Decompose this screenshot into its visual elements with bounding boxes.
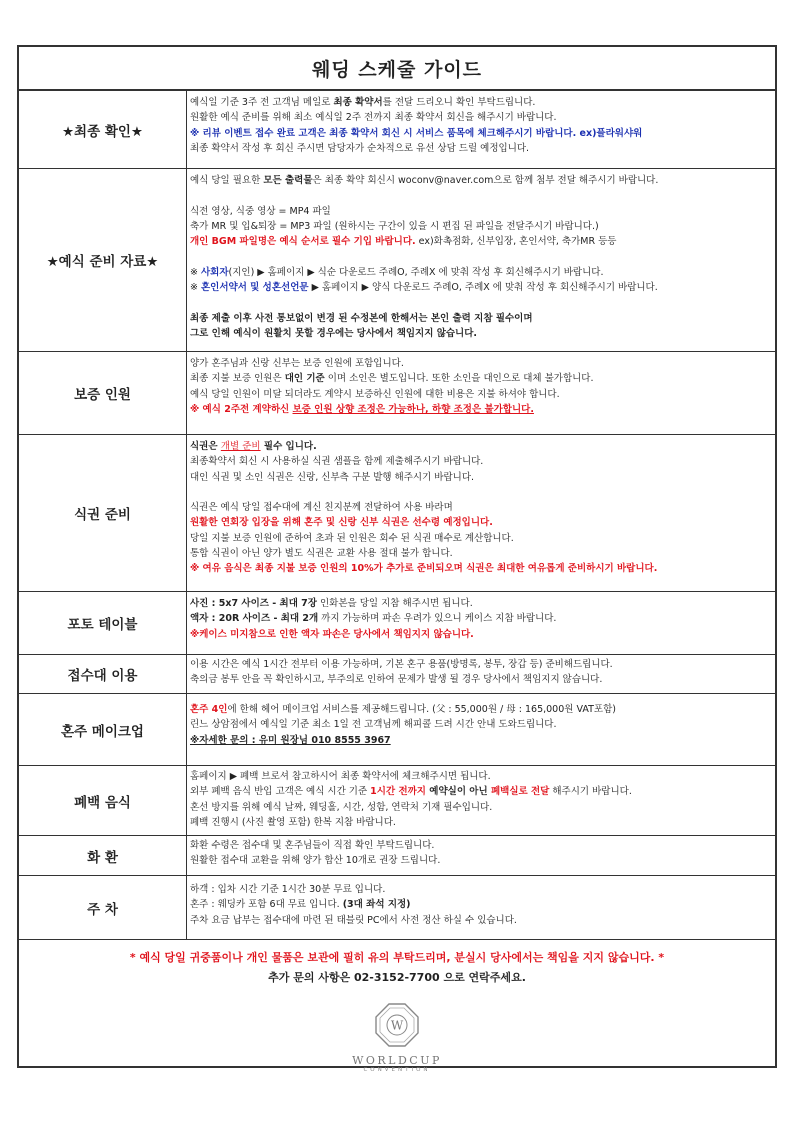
spacer (190, 485, 775, 500)
text: 원활한 예식 준비를 위해 최소 예식일 2주 전까지 최종 확약서 회신을 해주시기 바랍니다. (190, 112, 557, 124)
text: 홈페이지 ▶ 폐백 브로셔 참고하시어 최종 확약서에 체크해주시면 됩니다. (190, 771, 491, 782)
spacer (190, 249, 775, 264)
section-parents-makeup (19, 694, 775, 766)
text-bold: 사진 : 5x7 사이즈 - 최대 7장 (190, 598, 317, 609)
section-label: 접수대 이용 (19, 655, 187, 693)
text: ※ (190, 282, 201, 294)
text: 이용 시간은 예식 1시간 전부터 이용 가능하며, 기본 혼구 용품(방명록, 봉투, 장갑 등) 준비해드립니다. (190, 659, 613, 670)
text: 화환 수령은 접수대 및 혼주님들이 직접 확인 부탁드립니다. (190, 840, 435, 851)
section-meal-tickets (19, 435, 775, 592)
text: 를 전달 드리오니 확인 부탁드립니다. (382, 97, 536, 108)
footer (19, 940, 775, 1073)
text: ※ (190, 266, 201, 278)
schedule-guide-table (17, 45, 777, 1073)
section-content (187, 91, 775, 168)
text: 외부 폐백 음식 반입 고객은 예식 시간 기준 (190, 786, 371, 798)
text: 하객 : 입차 시간 기준 1시간 30분 무료 입니다. (190, 884, 386, 895)
text: 이며 소인은 별도입니다. 또한 소인을 대인으로 대체 불가합니다. (324, 373, 594, 385)
text-red: ※ 여유 음식은 최종 지불 보증 인원의 10%가 추가로 준비되오며 식권은 최대한 여유롭게 준비하시기 바랍니다. (190, 563, 658, 575)
text-red: 1시간 전까지 (370, 786, 426, 798)
section-label: 포토 테이블 (19, 592, 187, 654)
text-red: 개인 BGM 파일명은 예식 순서로 필수 기입 바랍니다. (190, 236, 416, 248)
text: 은 최종 확약 회신시 woconv@naver.com으로 함께 첨부 전달 해주시기 바랍니다. (312, 175, 659, 186)
section-label: 보증 인원 (19, 352, 187, 434)
text: (지인) ▶ 홈페이지 ▶ 식순 다운로드 주례O, 주례X 에 맞춰 작성 후 회신해주시기 바랍니다. (228, 266, 604, 278)
section-label: 식권 준비 (19, 435, 187, 591)
section-content (187, 592, 775, 654)
contact-info: 추가 문의 사항은 02-3152-7700 으로 연락주세요. (268, 971, 526, 984)
text: 식전 영상, 식중 영상 = MP4 파일 (190, 205, 331, 217)
logo-emblem-icon (374, 1002, 420, 1048)
text-bold: 최종 제출 이후 사전 통보없이 변경 된 수정본에 한해서는 본인 출력 지참 필수이며 (190, 312, 533, 324)
text: ex)화촉점화, 신부입장, 혼인서약, 축가MR 등등 (415, 236, 617, 248)
logo-sub: CONVENTION (363, 1067, 431, 1073)
text: 최종 지불 보증 인원은 (190, 373, 285, 385)
section-label: 혼주 메이크업 (19, 694, 187, 765)
text: 원활한 접수대 교환을 위해 양가 합산 10개로 권장 드립니다. (190, 855, 441, 867)
section-content (187, 169, 775, 351)
text: 예식 당일 인원이 미달 되더라도 계약시 보증하신 인원에 대한 비용은 지불 하셔야 합니다. (190, 388, 560, 400)
text: 최종 확약서 작성 후 회신 주시면 담당자가 순차적으로 유선 상담 드릴 예정입니다. (190, 142, 530, 154)
text: 최종확약서 회신 시 사용하실 식권 샘플을 함께 제출해주시기 바랍니다. (190, 456, 484, 468)
text-red: 혼주 4인 (190, 704, 228, 715)
logo-mark-text: W (390, 1018, 404, 1033)
text-bold: 예약실이 아닌 (425, 786, 488, 798)
section-final-confirm (19, 91, 775, 169)
text: 축가 MR 및 입&퇴장 = MP3 파일 (원하시는 구간이 있을 시 편집 된 파일을 전달주시기 바랍니다.) (190, 220, 599, 232)
section-label: 주 차 (19, 876, 187, 939)
text: 예식일 기준 3주 전 고객님 메일로 (190, 97, 334, 108)
section-content (187, 435, 775, 591)
text-red: ※ 예식 2주전 계약하신 (190, 403, 293, 415)
spacer (190, 188, 775, 203)
text-red-underline: 개별 준비 (220, 441, 261, 452)
text-red-underline: 보증 인원 상향 조정은 가능하나, 하향 조정은 불가합니다. (292, 403, 534, 415)
section-content (187, 694, 775, 765)
text: 인화본을 당일 지참 해주시면 됩니다. (316, 598, 473, 609)
section-content (187, 655, 775, 693)
section-label: ★최종 확인★ (19, 91, 187, 168)
text-blue: 사회자 (200, 266, 229, 278)
text: 주차 요금 납부는 접수대에 마련 된 태블릿 PC에서 사전 정산 하실 수 있습니다. (190, 914, 517, 926)
text: 해주시기 바랍니다. (549, 786, 632, 798)
section-ceremony-materials (19, 169, 775, 352)
text: 통합 식권이 아닌 양가 별도 식권은 교환 사용 절대 불가 합니다. (190, 548, 453, 560)
text: 당일 지불 보증 인원에 준하여 초과 된 인원은 회수 된 식권 매수로 계산합니다. (190, 532, 514, 544)
text: 린느 상암점에서 예식일 기준 최소 1일 전 고객님께 해피콜 드려 시간 안내 도와드립니다. (190, 719, 557, 731)
section-parking (19, 876, 775, 940)
text: 혼선 방지를 위해 예식 날짜, 웨딩홀, 시간, 성함, 연락처 기재 필수입니다. (190, 801, 493, 813)
text: ▶ 홈페이지 ▶ 양식 다운로드 주례O, 주례X 에 맞춰 작성 후 회신해주시기 바랍니다. (308, 282, 658, 294)
text: 대인 식권 및 소인 식권은 신랑, 신부측 구분 발행 해주시기 바랍니다. (190, 471, 475, 483)
review-event-note: ※ 리뷰 이벤트 접수 완료 고객은 최종 확약서 회신 시 서비스 품목에 체크해주시기 바랍니다. ex)플라워샤워 (190, 127, 643, 139)
section-content (187, 836, 775, 875)
section-content (187, 766, 775, 835)
text-blue: 혼인서약서 및 성혼선언문 (200, 282, 309, 294)
text: 에 한해 헤어 메이크업 서비스를 제공해드립니다. (父 : 55,000원 / 母 : 165,000원 VAT포함) (227, 704, 616, 715)
text-bold: 모든 출력물 (263, 175, 313, 186)
text-bold: 액자 : 20R 사이즈 - 최대 2개 (190, 613, 319, 625)
text: 식권은 예식 당일 접수대에 계신 친지분께 전달하여 사용 바라며 (190, 502, 453, 514)
section-flower-wreath (19, 836, 775, 876)
text-bold: 대인 기준 (284, 373, 325, 385)
text-bold: 식권은 (190, 441, 221, 452)
logo-name: WORLDCUP (352, 1054, 442, 1067)
text-red: ※케이스 미지참으로 인한 액자 파손은 당사에서 책임지지 않습니다. (190, 628, 474, 640)
valuables-notice: * 예식 당일 귀중품이나 개인 물품은 보관에 필히 유의 부탁드리며, 분실시 당사에서는 책임을 지지 않습니다. * (129, 951, 665, 964)
section-content (187, 876, 775, 939)
text: 양가 혼주님과 신랑 신부는 보증 인원에 포함입니다. (190, 358, 404, 369)
makeup-contact: ※자세한 문의 : 유미 원장님 010 8555 3967 (190, 734, 391, 746)
text-red: 폐백실로 전달 (487, 786, 550, 798)
text-bold: 필수 입니다. (260, 441, 317, 452)
section-photo-table (19, 592, 775, 655)
section-pyebaek-food (19, 766, 775, 836)
text: 까지 가능하며 파손 우려가 있으니 케이스 지참 바랍니다. (318, 613, 557, 625)
section-label: 폐백 음식 (19, 766, 187, 835)
page-title: 웨딩 스케줄 가이드 (19, 47, 775, 91)
text: 폐백 진행시 (사진 촬영 포함) 한복 지참 바랍니다. (190, 816, 396, 828)
text: 축의금 봉투 안을 꼭 확인하시고, 부주의로 인하여 문제가 발생 될 경우 당사에서 책임지지 않습니다. (190, 674, 603, 686)
section-content (187, 352, 775, 434)
section-guaranteed-guests (19, 352, 775, 435)
text: 예식 당일 필요한 (190, 175, 264, 186)
spacer (190, 295, 775, 310)
text-bold: 최종 확약서 (333, 97, 383, 108)
section-label: 화 환 (19, 836, 187, 875)
text: 혼주 : 웨딩카 포함 6대 무료 입니다. (190, 899, 343, 911)
worldcup-convention-logo (347, 1002, 447, 1073)
text-red: 원활한 연회장 입장을 위해 혼주 및 신랑 신부 식권은 선수령 예정입니다. (190, 517, 493, 529)
section-label: ★예식 준비 자료★ (19, 169, 187, 351)
text-bold: (3대 좌석 지정) (342, 899, 411, 911)
section-reception-desk (19, 655, 775, 694)
text-bold: 그로 인해 예식이 원활치 못할 경우에는 당사에서 책임지지 않습니다. (190, 327, 478, 339)
